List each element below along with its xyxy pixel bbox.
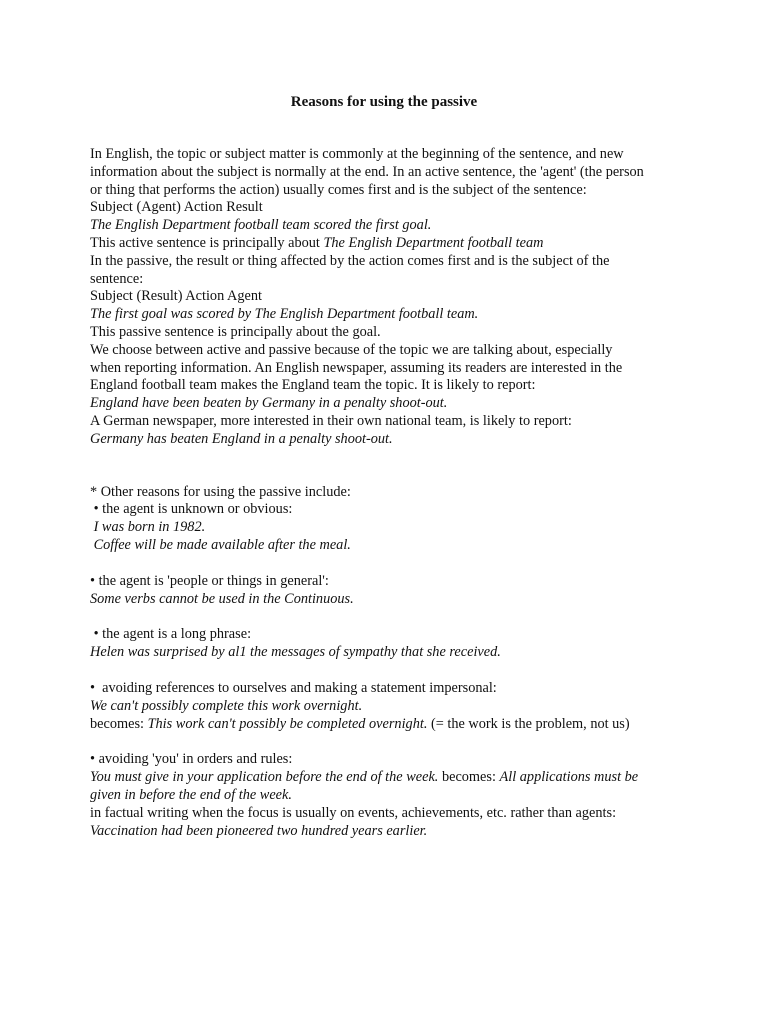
reason-impersonal-passive-example: This work can't possibly be completed overnight. bbox=[147, 715, 428, 732]
active-explanation-text: This active sentence is principally about bbox=[90, 234, 324, 251]
active-explanation-subject: The English Department football team bbox=[323, 234, 544, 251]
active-structure: Subject (Agent) Action Result bbox=[90, 199, 263, 216]
reason-long-phrase-example: Helen was surprised by al1 the messages of sympathy that she received. bbox=[90, 644, 501, 661]
becomes-label: becomes: bbox=[90, 715, 148, 732]
reason-factual-example: Vaccination had been pioneered two hundred years earlier. bbox=[90, 822, 428, 839]
passive-explanation: This passive sentence is principally about the goal. bbox=[90, 323, 381, 340]
topic-line-2: when reporting information. An English newspaper, assuming its readers are interested in the bbox=[90, 359, 623, 376]
spacer bbox=[90, 733, 690, 751]
topic-line-1: We choose between active and passive because of the topic we are talking about, especially bbox=[90, 341, 613, 358]
reason-avoid-you-example-line bbox=[90, 769, 690, 787]
reason-unknown-agent: • the agent is unknown or obvious: bbox=[90, 501, 293, 518]
germany-example: Germany has beaten England in a penalty shoot-out. bbox=[90, 430, 393, 447]
passive-intro-line-2: sentence: bbox=[90, 270, 144, 287]
reason-unknown-example-1: I was born in 1982. bbox=[90, 519, 206, 536]
other-reasons-heading: * Other reasons for using the passive include: bbox=[90, 483, 351, 500]
intro-line-1: In English, the topic or subject matter is commonly at the beginning of the sentence, and new bbox=[90, 146, 624, 162]
passive-structure: Subject (Result) Action Agent bbox=[90, 288, 262, 305]
active-example: The English Department football team scored the first goal. bbox=[90, 217, 432, 234]
spacer bbox=[90, 662, 690, 680]
spacer bbox=[90, 555, 690, 573]
reason-avoid-you: • avoiding 'you' in orders and rules: bbox=[90, 751, 293, 768]
reason-impersonal-note: (= the work is the problem, not us) bbox=[427, 715, 630, 732]
reason-avoid-you-active-example: You must give in your application before the end of the week. bbox=[90, 769, 439, 786]
england-example: England have been beaten by Germany in a penalty shoot-out. bbox=[90, 395, 448, 412]
reason-unknown-example-2: Coffee will be made available after the meal. bbox=[90, 536, 351, 553]
reason-factual-writing: in factual writing when the focus is usually on events, achievements, etc. rather than agents: bbox=[90, 804, 617, 821]
reason-avoid-you-passive-example-start: All applications must be bbox=[499, 769, 639, 786]
topic-line-3: England football team makes the England team the topic. It is likely to report: bbox=[90, 377, 536, 394]
becomes-label: becomes: bbox=[438, 769, 500, 786]
reason-long-phrase: • the agent is a long phrase: bbox=[90, 626, 252, 643]
reason-impersonal-becomes-line bbox=[90, 716, 690, 734]
reason-avoid-you-passive-example-end: given in before the end of the week. bbox=[90, 786, 292, 803]
reason-impersonal: • avoiding references to ourselves and making a statement impersonal: bbox=[90, 679, 497, 696]
reason-impersonal-example: We can't possibly complete this work overnight. bbox=[90, 697, 363, 714]
document-body bbox=[90, 146, 690, 840]
intro-line-3: or thing that performs the action) usually comes first and is the subject of the sentence: bbox=[90, 181, 587, 198]
section-spacer bbox=[90, 449, 690, 484]
intro-line-2: information about the subject is normally at the end. In an active sentence, the 'agent' (the person bbox=[90, 163, 644, 180]
reason-general-example: Some verbs cannot be used in the Continuous. bbox=[90, 590, 354, 607]
active-explanation bbox=[90, 235, 690, 253]
german-newspaper-line: A German newspaper, more interested in their own national team, is likely to report: bbox=[90, 412, 572, 429]
spacer bbox=[90, 608, 690, 626]
passive-example: The first goal was scored by The English Department football team. bbox=[90, 306, 479, 323]
page-title: Reasons for using the passive bbox=[290, 94, 478, 110]
passive-intro-line-1: In the passive, the result or thing affected by the action comes first and is the subject of the bbox=[90, 252, 610, 269]
reason-general-agent: • the agent is 'people or things in general': bbox=[90, 572, 329, 589]
